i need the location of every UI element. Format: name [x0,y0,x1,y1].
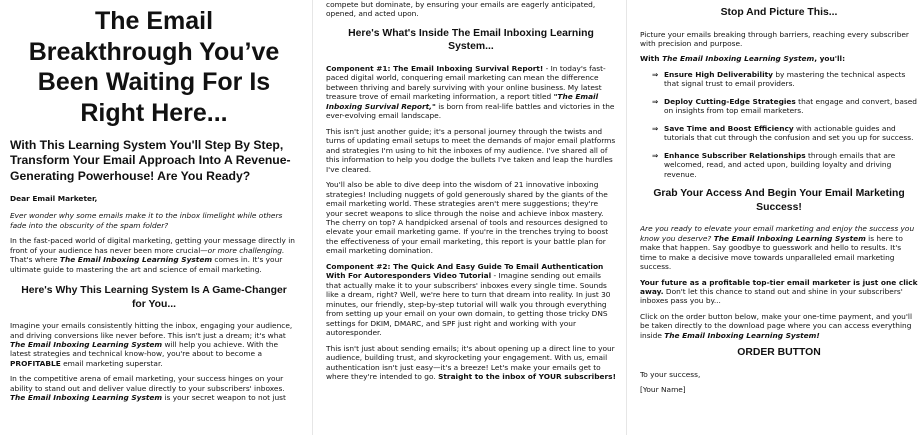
benefit-list [652,70,918,179]
list-item [652,70,918,89]
competitive-paragraph [10,374,298,402]
text-span: Click on the order button below, make your one-time payment, and you'll be taken directly to the download page where you can access everything inside [640,311,912,340]
text-span: will help you achieve. With the latest strategies and technical know-how, you're about to become a [10,340,279,359]
product-name: The Email Inboxing Learning System [59,255,213,265]
product-name: The Email Inboxing Learning System [662,54,815,64]
benefit-text: through emails that are welcomed, read, and acted upon, building loyalty and driving revenue. [664,150,896,179]
arrow-icon: ⇒ [652,96,659,106]
text-span: With [640,54,663,64]
text-span: In the fast-paced world of digital marketing, getting your message directly in front of your audience has never been more crucial— [10,236,295,255]
right-column [640,0,918,435]
arrow-icon: ⇒ [652,150,659,160]
text-span: Imagine your emails consistently hitting the inbox, engaging your audience, and driving conversions like never before. This isn't just a dream; it's what [10,321,293,340]
component-1-paragraph [326,64,616,121]
bold-text: PROFITABLE [10,358,61,368]
subheadline: With This Learning System You'll Step By Step, Transform Your Email Approach Into A Revenue-Generating Powerhouse! Are You Ready? [10,138,291,183]
product-name: The Email Inboxing Learning System [10,340,163,349]
list-item [652,97,918,116]
text-span: - Imagine sending out emails that actually make it to your subscribers' inboxes every single time. Sounds like a dream, right? Well, we're here to turn that dream into reality. In just 30 minutes, our friendly, step-by-step tutorial will walk you through everything from setting up your email on your own domain, to getting those tricky DNS settings for DKIM, DMARC, and SPF just right and working with your autoresponder. [326,271,611,338]
left-column [10,0,298,435]
picture-paragraph: Picture your emails breaking through barriers, reaching every subscriber with precision and purpose. [640,29,909,48]
section-heading-whats-inside: Here's What's Inside The Email Inboxing Learning System... [348,27,594,53]
text-span: is here to make that happen. Say goodbye to guesswork and hello to results. It's time to make a decisive move towards unparalleled email marketing success. [640,233,903,272]
list-item [652,151,918,179]
greeting: Dear Email Marketer, [10,193,98,203]
order-button[interactable]: ORDER BUTTON [737,347,821,359]
ready-paragraph [640,224,918,271]
benefit-text: that engage and convert, based on insights from top email marketers. [664,96,917,116]
component-1-title: Component #1: The Email Inboxing Survival Report! [326,63,544,73]
component-1-strategies: You'll also be able to dive deep into the wisdom of 21 innovative inboxing strategies! Including nuggets of gold generously shared by the giants of the email marketing world. These strategies aren't mere suggestions; they're your secret weapons to slice through the noise and achieve inbox mastery. The cherry on top? A handpicked arsenal of tools and resources designed to elevate your email marketing game. If you're in the trenches trying to boost the effectiveness of your email marketing, this report is your battle plan for email marketing domination. [326,180,609,256]
benefit-paragraph [10,321,298,368]
intro-paragraph [10,236,298,274]
product-name: The Email Inboxing Learning System! [664,330,820,340]
text-span: That's where [10,255,60,265]
column-divider-left [312,0,313,435]
future-paragraph [640,278,918,306]
text-span: This isn't just about sending emails; it's about opening up a direct line to your audience, building trust, and skyrocketing your engagement. With us, email authentication isn't just easy—it's a breeze! Let's make your emails get to where they're intended to go. [326,343,615,382]
product-name: The Email Inboxing Learning System [713,233,866,243]
emphasis-text: or more challenging. [207,245,285,255]
component-1-journey: This isn't just another guide; it's a personal journey through the twists and turns of updating email setups to meet the demands of major email platforms and strategies I'm using to hit the inboxes of my audience. I've shared all of this information to help you dodge the bullets I've taken and leap the hurdles I've cleared. [326,126,616,174]
middle-column [326,0,616,435]
report-name: "The Email Inboxing Survival Report," [326,92,599,111]
text-span: - In today's fast-paced digital world, conquering email marketing can mean the difference between thriving and barely surviving with your online business. My latest treasure trove of email marketing information, a report titled [326,63,606,102]
emphasis-text: Are you ready to elevate your email marketing and enjoy the success you know you deserve? [640,224,915,243]
intro-continuation: compete but dominate, by ensuring your emails are eagerly anticipated, opened, and acted upon. [326,0,596,19]
component-2-paragraph [326,262,616,338]
signoff: To your success, [640,369,701,379]
benefit-text: by mastering the technical aspects that signal trust to email providers. [664,69,906,89]
author-name: [Your Name] [640,385,686,395]
arrow-icon: ⇒ [652,69,659,79]
page-title: The Email Breakthrough You’ve Been Waiting For Is Right Here... [28,7,280,127]
benefit-title: Ensure High Deliverability [664,69,773,79]
component-2-authentication [326,344,616,382]
text-span: is born from real-life battles and victories in the ever-evolving email landscape. [326,101,615,121]
benefit-text: with actionable guides and tutorials that cut through the confusion and set you up for success. [664,123,914,143]
component-2-title: Component #2: The Quick And Easy Guide To Email Authentication With For Autoresponders Video Tutorial [326,261,604,281]
benefit-title: Enhance Subscriber Relationships [664,150,806,160]
order-instructions [640,312,918,340]
text-span: is your secret weapon to not just [162,393,286,403]
intro-question: Ever wonder why some emails make it to the inbox limelight while others fade into the obscurity of the spam folder? [10,211,283,230]
bold-text: Your future as a profitable top-tier email marketer is just one click away. [640,277,918,296]
benefit-title: Deploy Cutting-Edge Strategies [664,96,796,106]
text-span: email marketing superstar. [60,358,163,368]
section-heading-game-changer: Here's Why This Learning System Is A Game-Changer for You... [21,285,287,310]
arrow-icon: ⇒ [652,123,659,133]
list-item [652,124,918,143]
text-span: , you'll: [814,54,846,64]
with-system-line [640,54,918,63]
text-span: Don't let this chance to stand out and shine in your subscribers' inboxes pass you by... [640,286,903,306]
text-span: comes in. It's your ultimate guide to mastering the art and science of email marketing. [10,255,283,274]
benefit-title: Save Time and Boost Efficiency [664,123,794,133]
product-name: The Email Inboxing Learning System [10,393,163,403]
section-heading-picture-this: Stop And Picture This... [720,7,838,18]
text-span: In the competitive arena of email marketing, your success hinges on your ability to stand out and deliver value directly to your subscribers' inboxes. [10,374,285,393]
section-heading-grab-access: Grab Your Access And Begin Your Email Marketing Success! [653,188,905,213]
bold-text: Straight to the inbox of YOUR subscribers! [438,372,616,382]
column-divider-right [626,0,627,435]
